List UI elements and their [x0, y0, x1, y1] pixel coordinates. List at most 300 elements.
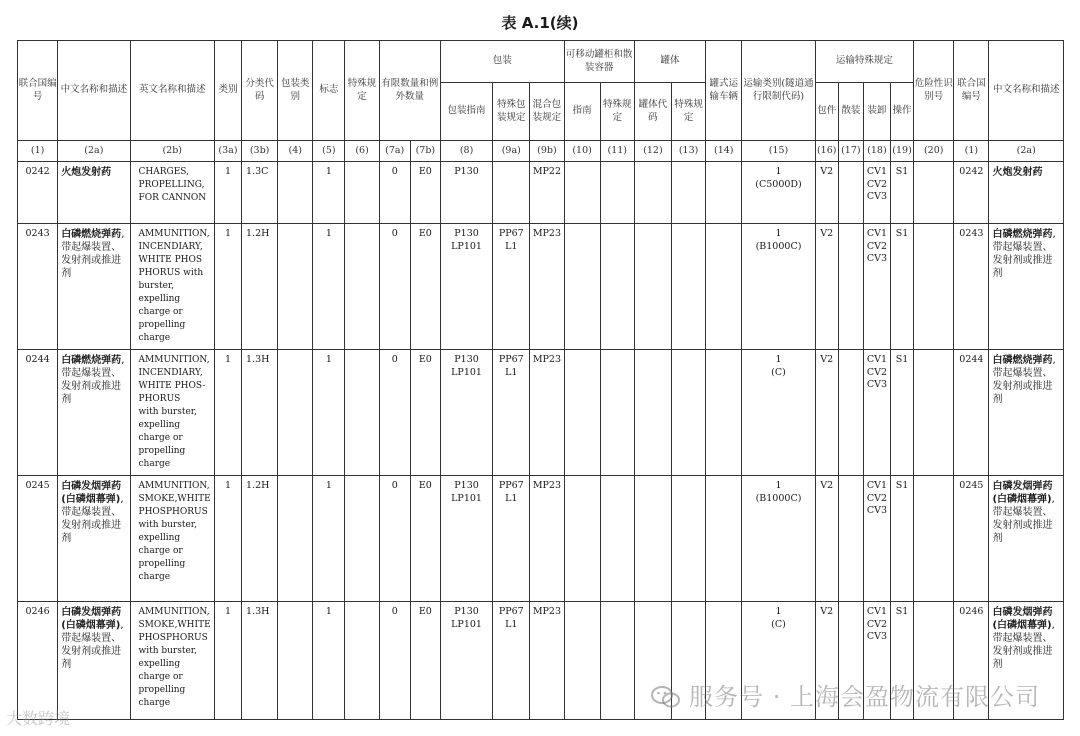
tank-special: [600, 350, 634, 476]
tank-instructions: [564, 162, 600, 224]
header-packing-instructions: 包装指南: [440, 83, 492, 141]
english-name: [130, 350, 214, 476]
watermark-secondary: 大数跨境: [6, 709, 71, 728]
loading-provision: [863, 162, 890, 224]
column-number: (3b): [242, 141, 278, 162]
hand-line: CV3: [866, 631, 888, 642]
table-row: [18, 224, 1064, 350]
code-text: 1.3H: [246, 606, 270, 617]
operation-provision: [891, 224, 914, 350]
label-text: 1: [325, 166, 332, 177]
un-number-right: [954, 476, 989, 602]
header-tank-vehicle: 罐式运输车辆: [706, 41, 742, 141]
table-row: [18, 162, 1064, 224]
mp-text: MP23: [532, 228, 562, 239]
column-number: (16): [815, 141, 838, 162]
pkg-text: V2: [820, 480, 834, 491]
bulk-provision: [838, 476, 863, 602]
tank-instructions: [564, 602, 600, 720]
column-number: (18): [863, 141, 890, 162]
packing-group: [278, 602, 313, 720]
classification-code: [242, 476, 278, 602]
tank-code: [634, 476, 671, 602]
header-tank-instructions: 指南: [564, 83, 600, 141]
un-number-text: 0244: [25, 354, 50, 365]
english-name-line: PROPELLING,: [138, 180, 205, 190]
mp-text: MP23: [532, 480, 562, 491]
excepted-quantity: [410, 350, 440, 476]
english-name-line: expelling: [138, 420, 181, 430]
chinese-name-main: 白磷发烟弹药(白磷烟幕弹): [992, 481, 1053, 505]
column-number: (9a): [493, 141, 530, 162]
label-text: 1: [325, 228, 332, 239]
bulk-provision: [838, 350, 863, 476]
hand-line: CV1: [866, 354, 888, 365]
un-number-text: 0245: [25, 480, 50, 491]
un-number: [18, 350, 58, 476]
special-provisions: [345, 162, 379, 224]
limited-quantity: [379, 162, 410, 224]
classification-code: [242, 350, 278, 476]
table-row: [18, 350, 1064, 476]
chinese-name-main: 火炮发射药: [992, 167, 1043, 178]
english-name-line: with burster,: [138, 407, 197, 417]
pkg-text: V2: [820, 606, 834, 617]
column-number: (7b): [410, 141, 440, 162]
tc-line: (C): [771, 366, 786, 378]
bulk-provision: [838, 162, 863, 224]
packing-instructions: [440, 224, 492, 350]
code-text: 1.3H: [246, 354, 270, 365]
tc-line: (C): [771, 618, 786, 630]
header-chinese-name-right: 中文名称和描述: [989, 41, 1064, 141]
packages-provision: [815, 350, 838, 476]
english-name-line: FOR CANNON: [138, 193, 207, 203]
english-name-line: WHITE PHOS: [138, 255, 203, 265]
english-name: [130, 224, 214, 350]
column-number: (9b): [530, 141, 564, 162]
hand-line: CV2: [866, 618, 888, 630]
class-text: 1: [224, 606, 231, 617]
special-provisions: [345, 224, 379, 350]
hand-line: CV1: [866, 228, 888, 239]
header-tank-code: 罐体代码: [634, 83, 671, 141]
column-number: (2b): [130, 141, 214, 162]
label-text: 1: [325, 606, 332, 617]
english-name: [130, 602, 214, 720]
pi-line: P130: [454, 354, 479, 365]
op-text: S1: [895, 228, 909, 239]
header-packing-group: 包装类别: [278, 41, 313, 141]
header-class: 类别: [214, 41, 241, 141]
pi-line: P130: [454, 606, 479, 617]
transport-category: [742, 476, 815, 602]
header-bulk: 散装: [838, 83, 863, 141]
header-labels: 标志: [313, 41, 345, 141]
eq-text: E0: [418, 606, 432, 617]
op-text: S1: [895, 606, 909, 617]
limited-quantity: [379, 350, 410, 476]
chinese-name-main: 白磷燃烧弹药: [61, 229, 122, 240]
un-number-text: 0244: [959, 354, 984, 365]
chinese-name: [58, 476, 130, 602]
watermark-text: 服务号 · 上海会盈物流有限公司: [689, 683, 1040, 711]
eq-text: E0: [418, 480, 432, 491]
column-number: (2a): [58, 141, 130, 162]
pi-line: P130: [454, 480, 479, 491]
header-un-number: 联合国编号: [18, 41, 58, 141]
header-classification-code: 分类代码: [242, 41, 278, 141]
english-name-line: with burster,: [138, 646, 197, 656]
header-packages: 包件: [815, 83, 838, 141]
english-name-line: INCENDIARY,: [138, 242, 203, 252]
packing-group: [278, 162, 313, 224]
tank-code-special: [672, 476, 706, 602]
lq-text: 0: [391, 480, 398, 491]
column-number: (14): [706, 141, 742, 162]
special-packing: [493, 602, 530, 720]
english-name-line: charge: [138, 459, 171, 469]
column-number: (3a): [214, 141, 241, 162]
header-loading: 装卸: [863, 83, 890, 141]
hand-line: CV3: [866, 505, 888, 516]
op-text: S1: [895, 166, 909, 177]
chinese-name-right: [989, 224, 1064, 350]
un-number-text: 0246: [959, 606, 984, 617]
english-name-line: charge or: [138, 672, 183, 682]
operation-provision: [891, 350, 914, 476]
column-number: (11): [600, 141, 634, 162]
header-hazard-id: 危险性识别号: [914, 41, 954, 141]
op-text: S1: [895, 480, 909, 491]
table-row: [18, 476, 1064, 602]
tc-line: 1: [775, 606, 782, 617]
limited-quantity: [379, 476, 410, 602]
label: [313, 350, 345, 476]
chinese-name-right: [989, 162, 1064, 224]
tank-special: [600, 602, 634, 720]
mp-text: MP23: [532, 354, 562, 365]
chinese-name-sub: ,带起爆装置、发射剂或推进剂: [61, 494, 124, 544]
chinese-name-main: 白磷发烟弹药(白磷烟幕弹): [992, 607, 1053, 631]
tank-code: [634, 162, 671, 224]
english-name-line: PHORUS with: [138, 268, 204, 278]
spp-line: PP67: [498, 228, 524, 239]
un-number-text: 0243: [25, 228, 50, 239]
english-name-line: AMMUNITION,: [138, 229, 210, 239]
hazard-id: [914, 476, 954, 602]
mp-text: MP23: [532, 606, 562, 617]
table-title: 表 A.1(续): [501, 14, 579, 32]
tank-instructions: [564, 224, 600, 350]
label: [313, 476, 345, 602]
class: [214, 162, 241, 224]
header-tank-group: 罐体: [634, 41, 705, 83]
english-name-line: expelling: [138, 294, 181, 304]
chinese-name-sub: ,带起爆装置、发射剂或推进剂: [992, 494, 1055, 544]
tc-line: 1: [775, 166, 782, 177]
chinese-name-main: 白磷燃烧弹药: [992, 355, 1053, 366]
column-number: (19): [891, 141, 914, 162]
english-name: [130, 162, 214, 224]
chinese-name: [58, 350, 130, 476]
tank-code-special: [672, 162, 706, 224]
header-packaging-group: 包装: [440, 41, 564, 83]
english-name-line: charge: [138, 333, 171, 343]
chinese-name: [58, 224, 130, 350]
excepted-quantity: [410, 224, 440, 350]
eq-text: E0: [418, 166, 432, 177]
chinese-name-sub: ,带起爆装置、发射剂或推进剂: [61, 355, 125, 405]
op-text: S1: [895, 354, 909, 365]
label: [313, 224, 345, 350]
eq-text: E0: [418, 228, 432, 239]
english-name-line: charge or: [138, 546, 183, 556]
english-name-line: with burster,: [138, 520, 197, 530]
chinese-name: [58, 162, 130, 224]
english-name-line: CHARGES,: [138, 167, 189, 177]
chinese-name-right: [989, 476, 1064, 602]
classification-code: [242, 602, 278, 720]
spp-line: L1: [505, 618, 518, 630]
pi-line: LP101: [451, 240, 482, 252]
english-name-line: propelling: [138, 685, 186, 695]
pi-line: LP101: [451, 366, 482, 378]
class-text: 1: [224, 228, 231, 239]
special-packing: [493, 162, 530, 224]
pkg-text: V2: [820, 354, 834, 365]
tank-instructions: [564, 476, 600, 602]
operation-provision: [891, 162, 914, 224]
un-number-text: 0245: [959, 480, 984, 491]
tc-line: (B1000C): [755, 492, 802, 504]
english-name-line: propelling: [138, 559, 186, 569]
un-number-right: [954, 224, 989, 350]
column-number: (15): [742, 141, 815, 162]
un-number-text: 0242: [25, 166, 50, 177]
english-name-line: charge: [138, 572, 171, 582]
classification-code: [242, 162, 278, 224]
un-number: [18, 602, 58, 720]
chinese-name-sub: ,带起爆装置、发射剂或推进剂: [61, 620, 124, 670]
class: [214, 350, 241, 476]
special-provisions: [345, 476, 379, 602]
hand-line: CV3: [866, 253, 888, 264]
english-name-line: expelling: [138, 533, 181, 543]
packing-instructions: [440, 476, 492, 602]
pkg-text: V2: [820, 228, 834, 239]
english-name-line: PHORUS: [138, 394, 181, 404]
dangerous-goods-table: [17, 40, 1064, 720]
code-text: 1.2H: [246, 228, 270, 239]
special-packing: [493, 224, 530, 350]
loading-provision: [863, 224, 890, 350]
special-packing: [493, 350, 530, 476]
class: [214, 224, 241, 350]
header-limited-quantities: 有限数量和例外数量: [379, 41, 440, 141]
lq-text: 0: [391, 166, 398, 177]
chinese-name-sub: ,带起爆装置、发射剂或推进剂: [61, 229, 125, 279]
tc-line: (B1000C): [755, 240, 802, 252]
hazard-id: [914, 350, 954, 476]
packages-provision: [815, 476, 838, 602]
watermark: [651, 677, 1040, 712]
loading-provision: [863, 350, 890, 476]
tc-line: (C5000D): [755, 178, 802, 190]
english-name-line: PHOSPHORUS: [138, 633, 208, 643]
chinese-name-sub: ,带起爆装置、发射剂或推进剂: [992, 620, 1055, 670]
hand-line: CV2: [866, 366, 888, 378]
english-name-line: SMOKE,WHITE: [138, 620, 211, 630]
packing-group: [278, 350, 313, 476]
hand-line: CV1: [866, 166, 888, 177]
packing-group: [278, 224, 313, 350]
english-name-line: expelling: [138, 659, 181, 669]
tank-code-special: [672, 224, 706, 350]
pi-line: P130: [454, 228, 479, 239]
tank-code-special: [672, 350, 706, 476]
lq-text: 0: [391, 354, 398, 365]
chinese-name-main: 白磷燃烧弹药: [992, 229, 1053, 240]
chinese-name-sub: ,带起爆装置、发射剂或推进剂: [992, 355, 1056, 405]
un-number-right: [954, 350, 989, 476]
class-text: 1: [224, 480, 231, 491]
column-number: (8): [440, 141, 492, 162]
english-name-line: AMMUNITION,: [138, 355, 210, 365]
tc-line: 1: [775, 228, 782, 239]
column-number: (17): [838, 141, 863, 162]
english-name-line: SMOKE,WHITE: [138, 494, 211, 504]
un-number: [18, 476, 58, 602]
class: [214, 602, 241, 720]
tank-vehicle: [706, 162, 742, 224]
hand-line: CV1: [866, 480, 888, 491]
spp-line: L1: [505, 240, 518, 252]
lq-text: 0: [391, 228, 398, 239]
excepted-quantity: [410, 602, 440, 720]
column-number: (2a): [989, 141, 1064, 162]
column-number: (7a): [379, 141, 410, 162]
transport-category: [742, 350, 815, 476]
packages-provision: [815, 224, 838, 350]
un-number-text: 0243: [959, 228, 984, 239]
tank-special: [600, 476, 634, 602]
mixed-packing: [530, 602, 564, 720]
un-number: [18, 162, 58, 224]
mp-text: MP22: [532, 166, 562, 177]
english-name-line: propelling: [138, 320, 186, 330]
wechat-icon: [651, 686, 681, 708]
transport-category: [742, 224, 815, 350]
bulk-provision: [838, 224, 863, 350]
tank-vehicle: [706, 350, 742, 476]
limited-quantity: [379, 224, 410, 350]
mixed-packing: [530, 350, 564, 476]
eq-text: E0: [418, 354, 432, 365]
special-provisions: [345, 350, 379, 476]
header-un-number-right: 联合国编号: [954, 41, 989, 141]
column-number: (1): [954, 141, 989, 162]
english-name-line: propelling: [138, 446, 186, 456]
pi-line: LP101: [451, 618, 482, 630]
chinese-name-main: 白磷发烟弹药(白磷烟幕弹): [61, 481, 122, 505]
tank-vehicle: [706, 476, 742, 602]
chinese-name-main: 白磷发烟弹药(白磷烟幕弹): [61, 607, 122, 631]
tank-code: [634, 224, 671, 350]
column-number: (6): [345, 141, 379, 162]
english-name-line: AMMUNITION,: [138, 607, 210, 617]
pi-line: LP101: [451, 492, 482, 504]
excepted-quantity: [410, 162, 440, 224]
mixed-packing: [530, 224, 564, 350]
header-tank-code-special: 特殊规定: [672, 83, 706, 141]
spp-line: PP67: [498, 354, 524, 365]
column-number: (5): [313, 141, 345, 162]
class-text: 1: [224, 354, 231, 365]
english-name-line: charge or: [138, 433, 183, 443]
english-name-line: INCENDIARY,: [138, 368, 203, 378]
classification-code: [242, 224, 278, 350]
header-chinese-name: 中文名称和描述: [58, 41, 130, 141]
pi-line: P130: [454, 166, 479, 177]
column-number: (4): [278, 141, 313, 162]
un-number: [18, 224, 58, 350]
header-tank-special: 特殊规定: [600, 83, 634, 141]
chinese-name: [58, 602, 130, 720]
hand-line: CV2: [866, 178, 888, 190]
hazard-id: [914, 224, 954, 350]
loading-provision: [863, 476, 890, 602]
tank-code: [634, 350, 671, 476]
table-body: [18, 162, 1064, 720]
un-number-right: [954, 162, 989, 224]
english-name-line: WHITE PHOS-: [138, 381, 206, 391]
un-number-text: 0242: [959, 166, 984, 177]
un-number-text: 0246: [25, 606, 50, 617]
column-number: (10): [564, 141, 600, 162]
class: [214, 476, 241, 602]
tank-special: [600, 224, 634, 350]
hand-line: CV1: [866, 606, 888, 617]
chinese-name-sub: ,带起爆装置、发射剂或推进剂: [992, 229, 1056, 279]
column-number: (20): [914, 141, 954, 162]
hand-line: CV2: [866, 492, 888, 504]
tank-instructions: [564, 350, 600, 476]
chinese-name-right: [989, 350, 1064, 476]
transport-category: [742, 162, 815, 224]
header-operation: 操作: [891, 83, 914, 141]
packing-instructions: [440, 350, 492, 476]
packing-instructions: [440, 162, 492, 224]
tc-line: 1: [775, 354, 782, 365]
chinese-name-main: 火炮发射药: [61, 167, 112, 178]
column-number: (13): [672, 141, 706, 162]
mixed-packing: [530, 162, 564, 224]
code-text: 1.2H: [246, 480, 270, 491]
packing-group: [278, 476, 313, 602]
english-name-line: charge or: [138, 307, 183, 317]
hand-line: CV2: [866, 240, 888, 252]
header-portable-tanks-group: 可移动罐柜和散装容器: [564, 41, 634, 83]
tc-line: 1: [775, 480, 782, 491]
spp-line: PP67: [498, 480, 524, 491]
tank-vehicle: [706, 224, 742, 350]
label: [313, 602, 345, 720]
chinese-name-main: 白磷燃烧弹药: [61, 355, 122, 366]
hazard-id: [914, 162, 954, 224]
column-number: (12): [634, 141, 671, 162]
english-name-line: AMMUNITION,: [138, 481, 210, 491]
